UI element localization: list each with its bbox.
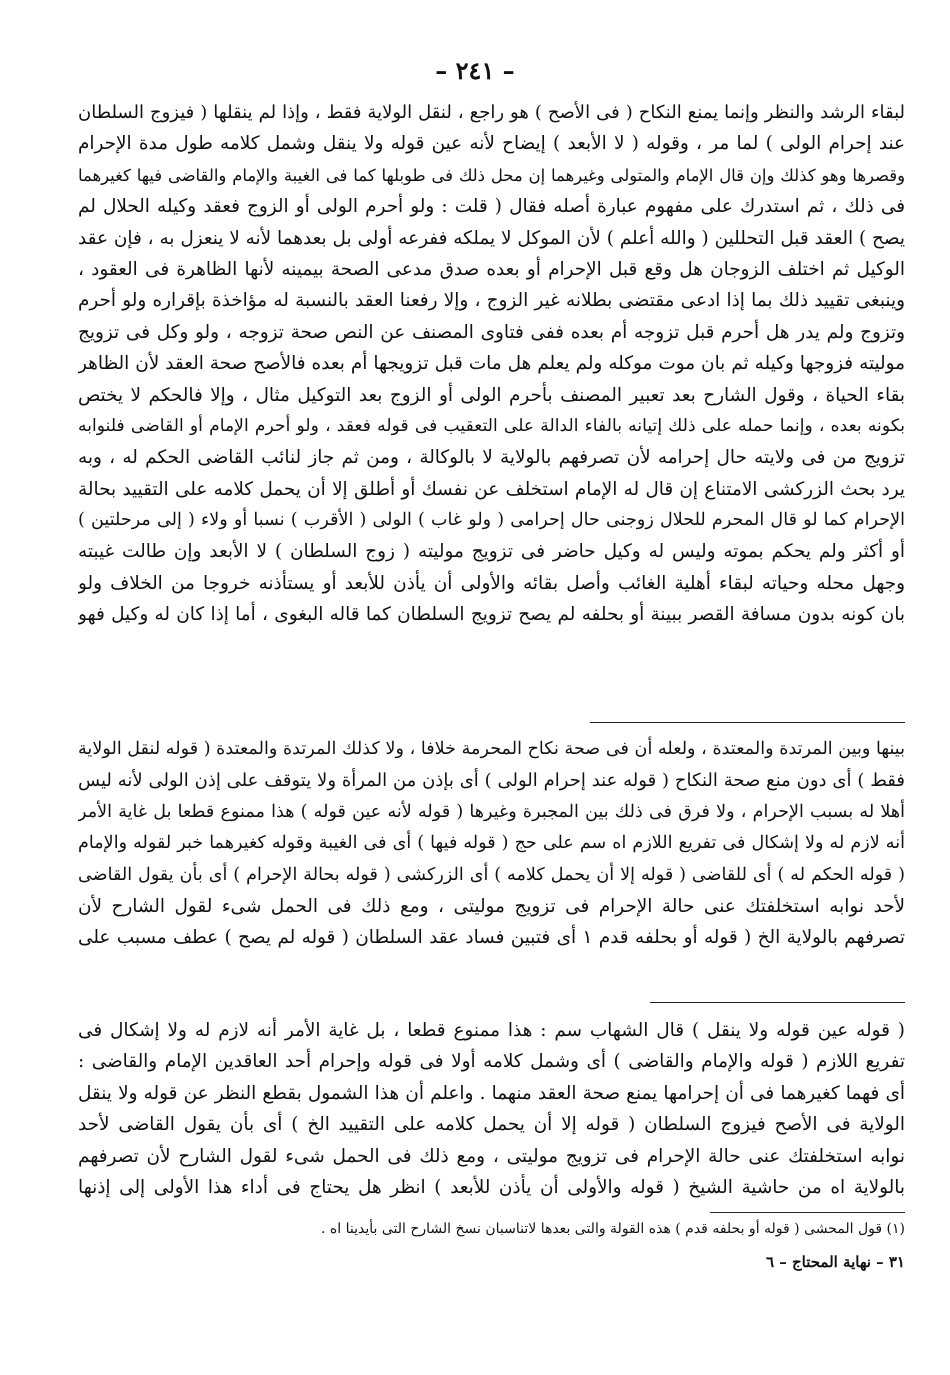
main-text-line: بان كونه بدون مسافة القصر ببينة أو بحلفه لم يصح تزويج السلطان كما قاله البغوى ، أما إذا كان له وكيل فهو: [78, 604, 905, 626]
commentary-line: لأحد نوابه استخلفتك عنى حالة الإحرام فى تزويج موليتى ، ومع ذلك فى الحمل شىء لقول الشارح لأن: [78, 895, 905, 917]
main-text-line: يصح ) العقد قبل التحللين ( والله أعلم ) لأن الموكل لا يملكه ففرعه أولى بل بعدهما لأنه لا ينعزل به ، فإن عقد: [78, 227, 905, 249]
page-number: – ٢٤١ –: [435, 56, 515, 85]
main-text-line: وجهل محله وحياته لبقاء أهلية الغائب وأصل بقائه والأولى أن يأذن للأبعد أو يستأذنه خروجا من الخلاف ولو: [78, 572, 905, 594]
main-text-line: بقاء الحياة ، وقول الشارح بعد تعبير المصنف بأحرم الولى أو الزوج بعد التوكيل مثال ، وإلا فالحكم لا يختص: [78, 384, 905, 406]
commentary-block: [78, 734, 905, 954]
main-text-line: وينبغى تقييد ذلك بما إذا ادعى مقتضى بطلانه غير الزوج ، وإلا رفعنا العقد بالنسبة له مؤاخذة بإقراره ولو أحرم: [78, 290, 905, 312]
book-signature: ٣١ – نهاية المحتاج – ٦: [765, 1253, 905, 1271]
main-text-line: موليته فزوجها وكيله ثم بان موت موكله ولم يعلم هل مات قبل تزويجها أم بعده فالأصح صحة العقد لأن الظاهر: [78, 353, 905, 375]
main-text-line: فى ذلك ، ثم استدرك على مفهوم عبارة أصله فقال ( قلت : ولو أحرم الولى أو الزوج فعقد وكيله الحلال لم: [78, 196, 905, 218]
main-text-line: عند إحرام الولى ) لما مر ، وقوله ( لا الأبعد ) إيضاح لأنه عين قوله ولا ينقل وشمل كلامه طول مدة الإحرام: [78, 133, 905, 155]
main-text-line: الوكيل ثم اختلف الزوجان هل وقع قبل الإحرام أو بعده صدق مدعى الصحة بيمينه لأنها الظاهرة فى العقود ،: [78, 258, 905, 280]
commentary-line: تصرفهم بالولاية الخ ( قوله أو بحلفه قدم ١ أى فتبين فساد عقد السلطان ( قوله لم يصح ) عطف مسبب على: [78, 927, 905, 949]
footnote-commentary-block: [78, 1015, 905, 1203]
main-text-line: بكونه بعده ، وإنما حمله على ذلك إتيانه بالفاء الدالة على التعقيب فى قوله فعقد ، ولو أحرم الإمام أو القاضى فلنوابه: [78, 415, 905, 436]
main-text-line: الإحرام كما لو قال المحرم للحلال زوجنى حال إحرامى ( ولو غاب ) الولى ( الأقرب ) نسبا أو ولاء ( إلى مرحلتين ): [78, 510, 905, 531]
main-text-line: وتزوج ولم يدر هل أحرم قبل تزوجه أم بعده ففى فتاوى المصنف عن النص صحة تزوجه ، ولو وكل فى تزويج: [78, 321, 905, 343]
commentary-line: فقط ) أى دون منع صحة النكاح ( قوله عند إحرام الولى ) أى بإذن من المرأة ولا يتوقف على إذن الولى لأنه ليس: [78, 770, 905, 792]
separator-rule: [650, 1002, 905, 1003]
main-text-line: لبقاء الرشد والنظر وإنما يمنع النكاح ( فى الأصح ) هو راجع ، لنقل الولاية فقط ، وإذا لم ينقلها ( فيزوج السلطان: [78, 102, 905, 123]
commentary-line: بالولاية اه من حاشية الشيخ ( قوله والأولى أن يأذن للأبعد ) انظر هل يحتاج فى أداء هذا الأولى إلى إذنها: [78, 1176, 905, 1198]
commentary-line: ( قوله عين قوله ولا ينقل ) قال الشهاب سم : هذا ممنوع قطعا ، بل غاية الأمر أنه لازم له ولا إشكال فى: [78, 1020, 905, 1041]
commentary-line: ( قوله الحكم له ) أى للقاضى ( قوله إلا أن يحمل كلامه ) أى الزركشى ( قوله بحالة الإحرام ) أى بأن يقول القاضى: [78, 864, 905, 885]
separator-rule: [590, 722, 905, 723]
commentary-line: تفريع اللازم ( قوله والإمام والقاضى ) أى وشمل كلامه أولا فى قوله وإحرام أحد العاقدين الإمام والقاضى :: [78, 1051, 905, 1073]
commentary-line: بينها وبين المرتدة والمعتدة ، ولعله أن فى صحة نكاح المحرمة خلافا ، ولا كذلك المرتدة والمعتدة ( قوله لنقل الولاية: [78, 739, 905, 759]
commentary-line: نوابه استخلفتك عنى حالة الإحرام فى تزويج موليتى ، ومع ذلك فى الحمل شىء لقول الشارح لأن تصرفهم: [78, 1145, 905, 1167]
commentary-line: أهلا له بسبب الإحرام ، ولا فرق فى ذلك بين المجبرة وغيرها ( قوله لأنه عين قوله ) هذا ممنوع قطعا بل غاية الأمر: [78, 801, 905, 822]
main-text-line: أو أكثر ولم يحكم بموته وليس له وكيل حاضر فى تزويج موليته ( زوج السلطان ) لا الأبعد وإن طالت غيبته: [78, 541, 905, 563]
commentary-line: أنه لازم له ولا إشكال فى تفريع اللازم اه سم على حج ( قوله فيها ) أى فى الغيبة وقوله كغيرهما خبر لقوله والإمام: [78, 833, 905, 854]
footnote: (١) قول المحشى ( قوله أو بحلفه قدم ) هذه القولة والتى بعدها لاتناسبان نسخ الشارح التى بأيدينا اه .: [321, 1221, 905, 1237]
main-text-line: يرد بحث الزركشى الامتناع إن قال له الإمام استخلف عن نفسك أو أطلق إلا أن يحمل كلامه على التقييد بحالة: [78, 478, 905, 500]
main-text-line: وقصرها وهو كذلك وإن قال الإمام والمتولى وغيرهما إن محل ذلك فى طوبلها كما فى الغيبة والإمام والقاضى فيها كغيرهما: [78, 165, 905, 185]
main-text-line: تزويج من فى ولايته حال إحرامه لأن تصرفهم بالولاية لا بالوكالة ، ومن ثم جاز لنائب القاضى الحكم له ، وبه: [78, 447, 905, 469]
footnote-rule: [710, 1212, 905, 1213]
commentary-line: الولاية فى الأصح فيزوج السلطان ( قوله إلا أن يحمل كلامه على التقييد الخ ) أى بأن يقول القاضى لأحد: [78, 1114, 905, 1136]
main-text-block: [78, 97, 905, 631]
commentary-line: أى فهما كغيرهما فى أن إحرامها يمنع صحة العقد منهما . واعلم أن هذا الشمول بقطع النظر عن قوله ولا ينقل: [78, 1082, 905, 1104]
